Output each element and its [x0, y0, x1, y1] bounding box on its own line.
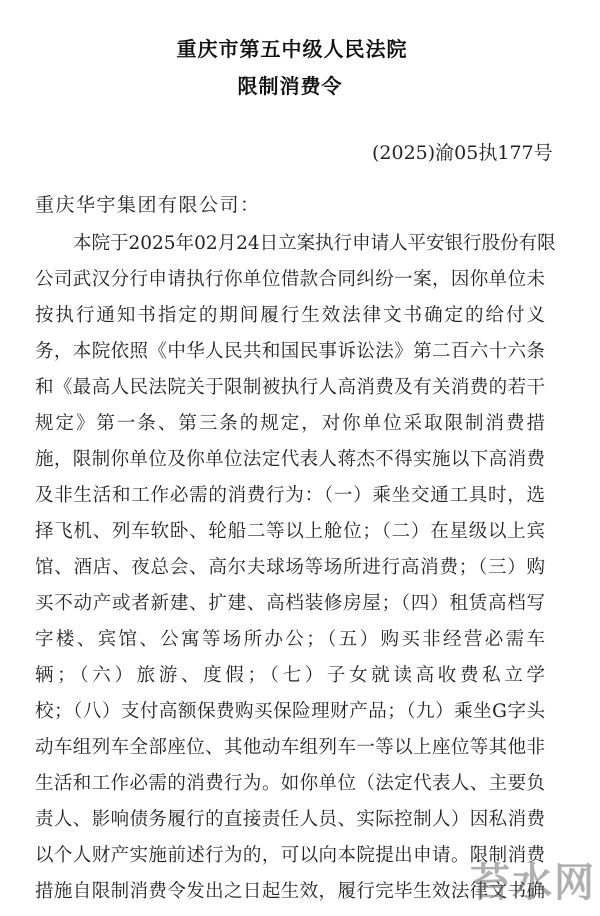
- body-line: 措施自限制消费令发出之日起生效，履行完毕生效法律文书确: [35, 881, 545, 902]
- body-text: [35, 226, 556, 910]
- body-line: 和《最高人民法院关于限制被执行人高消费及有关消费的若干: [35, 377, 545, 398]
- case-number: (2025)渝05执177号: [372, 142, 553, 164]
- body-line: 买不动产或者新建、扩建、高档装修房屋；（四）租赁高档写: [35, 593, 545, 614]
- body-line: 规定》第一条、第三条的规定，对你单位采取限制消费措: [35, 413, 545, 434]
- addressee: 重庆华宇集团有限公司：: [35, 194, 261, 216]
- body-line: 馆、酒店、夜总会、高尔夫球场等场所进行高消费；（三）购: [35, 557, 545, 578]
- body-line: 公司武汉分行申请执行你单位借款合同纠纷一案，因你单位未: [35, 269, 545, 290]
- body-line: 字楼、宾馆、公寓等场所办公；（五）购买非经营必需车: [35, 629, 545, 650]
- body-line: 以个人财产实施前述行为的，可以向本院提出申请。限制消费: [35, 845, 545, 866]
- body-line: 责人、影响债务履行的直接责任人员、实际控制人）因私消费: [35, 809, 545, 830]
- watermark-logo: 苔水网: [470, 860, 596, 906]
- court-name-heading: 重庆市第五中级人民法院: [176, 37, 408, 61]
- body-line: 务，本院依照《中华人民共和国民事诉讼法》第二百六十六条: [35, 341, 545, 362]
- body-line: 辆；（六）旅游、度假；（七）子女就读高收费私立学: [35, 665, 545, 686]
- document-title: 限制消费令: [237, 74, 343, 98]
- body-line: 按执行通知书指定的期间履行生效法律文书确定的给付义: [35, 305, 545, 326]
- body-line: 及非生活和工作必需的消费行为：（一）乘坐交通工具时，选: [35, 485, 545, 506]
- body-line: 择飞机、列车软卧、轮船二等以上舱位；（二）在星级以上宾: [35, 521, 545, 542]
- body-line: 校；（八）支付高额保费购买保险理财产品；（九）乘坐G字头: [35, 701, 545, 722]
- body-line: 本院于2025年02月24日立案执行申请人平安银行股份有限: [73, 233, 556, 254]
- body-line: 施，限制你单位及你单位法定代表人蒋杰不得实施以下高消费: [35, 449, 545, 470]
- body-line: 动车组列车全部座位、其他动车组列车一等以上座位等其他非: [35, 737, 545, 758]
- body-line: 生活和工作必需的消费行为。如你单位（法定代表人、主要负: [35, 773, 545, 794]
